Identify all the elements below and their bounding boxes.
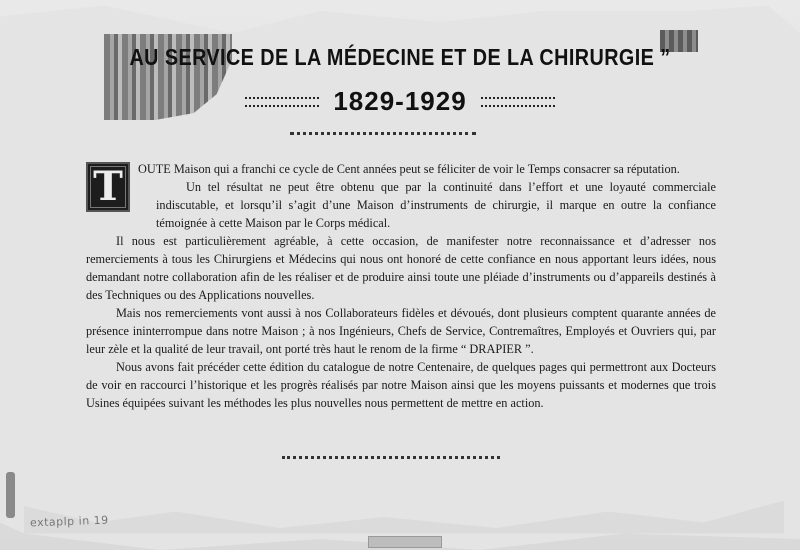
handwritten-annotation: extaplp in 19 xyxy=(29,513,109,530)
dropcap-letter: T xyxy=(86,162,130,212)
paragraph-2: Un tel résultat ne peut être obtenu que par la continuité dans l’effort et une loyauté commerciale indiscutable, et lorsqu’il s’agit d’une Maison d’instruments de chirurgie, il marque en outre la confiance témoignée à cette Maison par le Corps médical. xyxy=(156,180,716,230)
bottom-divider xyxy=(282,456,500,459)
year-right-ornament xyxy=(481,97,555,107)
year-banner xyxy=(0,86,800,117)
paragraph-1-text: OUTE Maison qui a franchi ce cycle de Cent années peut se féliciter de voir le Temps consacrer sa réputation. xyxy=(138,162,680,176)
paragraph-5: Nous avons fait précéder cette édition du catalogue de notre Centenaire, de quelques pages qui permettront aux Docteurs de voir en raccourci l’historique et les progrès réalisés par notre Maison ainsi que les moyens puissants et modernes que trois Usines équipées suivant les méthodes les plus nouvelles nous permettent de mettre en action. xyxy=(86,360,716,410)
year-range: 1829-1929 xyxy=(333,86,467,116)
bottom-tab xyxy=(368,536,442,548)
paragraph-3: Il nous est particulièrement agréable, à cette occasion, de manifester notre reconnaissance et d’adresser nos remerciements à tous les Chirurgiens et Médecins qui nous ont honoré de cette confiance en nous apportant leurs idées, nous demandant notre collaboration afin de les réaliser et de produire ainsi toute une pléiade d’instruments ou d’appareils destinés à des Techniques ou des Applications nouvelles. xyxy=(86,234,716,302)
paragraph-4: Mais nos remerciements vont aussi à nos Collaborateurs fidèles et dévoués, dont plusieurs comptent quarante années de présence ininterrompue dans notre Maison ; à nos Ingénieurs, Chefs de Service, Contremaîtres, Employés et Ouvriers qui, par leur zèle et la qualité de leur travail, ont porté très haut le renom de la firme “ DRAPIER ”. xyxy=(86,306,716,356)
page-title: AU SERVICE DE LA MÉDECINE ET DE LA CHIRURGIE ” xyxy=(129,44,671,70)
top-divider xyxy=(290,132,476,135)
year-left-ornament xyxy=(245,97,319,107)
body-text xyxy=(86,160,716,412)
edge-mark xyxy=(6,472,15,518)
